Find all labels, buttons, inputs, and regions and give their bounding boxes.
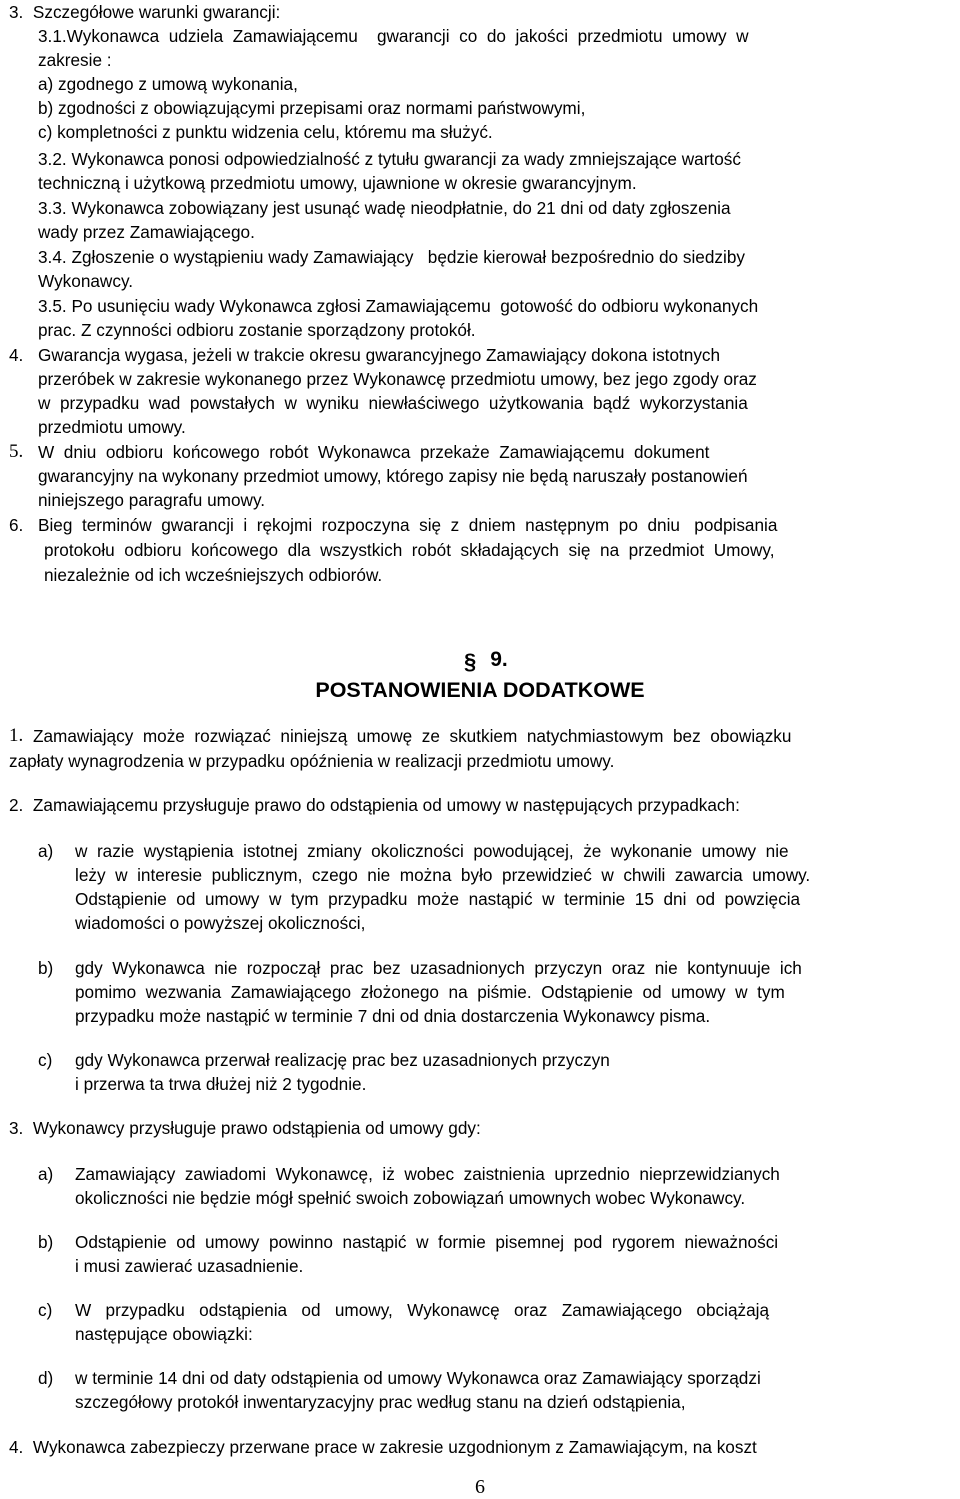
p31-line-3 — [0, 72, 960, 96]
s9p3d-text-1: w terminie 14 dni od daty odstąpienia od umowy Wykonawca oraz Zamawiający sporządzi — [75, 1368, 761, 1388]
p31-text-2: zakresie : — [38, 50, 112, 70]
p35-text-1: 3.5. Po usunięciu wady Wykonawca zgłosi Zamawiającemu gotowość do odbioru wykonanych — [38, 296, 759, 316]
p32-text-2: techniczną i użytkową przedmiotu umowy, ujawnione w okresie gwarancyjnym. — [38, 173, 637, 193]
point5-number: 5. — [9, 441, 24, 462]
point5-text-3: niniejszego paragrafu umowy. — [38, 490, 266, 510]
p32-line-1 — [0, 147, 960, 171]
p31-line-2 — [0, 48, 960, 72]
point5-text-1: W dniu odbioru końcowego robót Wykonawca przekaże Zamawiającemu dokument — [38, 442, 710, 462]
s9p2b-text-3: przypadku może nastąpić w terminie 7 dni od dnia dostarczenia Wykonawcy pisma. — [75, 1006, 711, 1026]
p35-text-2: prac. Z czynności odbioru zostanie sporządzony protokół. — [38, 320, 476, 340]
point5-line-1 — [0, 440, 960, 464]
s9p3d-line-2 — [0, 1390, 960, 1414]
point4-text-3: w przypadku wad powstałych w wyniku niewłaściwego użytkowania bądź wykorzystania — [38, 393, 748, 413]
s9p3d-line-1 — [0, 1366, 960, 1390]
s9p3a-label: a) — [38, 1164, 54, 1184]
s9p3b-line-1 — [0, 1230, 960, 1254]
s9p2-lead — [0, 793, 960, 817]
p34-line-2 — [0, 269, 960, 293]
point6-line-1 — [0, 513, 960, 537]
p33-line-2 — [0, 220, 960, 244]
point6-line-2 — [0, 538, 960, 562]
s9p2b-label: b) — [38, 958, 54, 978]
s9p2-lead-text: 2. Zamawiającemu przysługuje prawo do odstąpienia od umowy w następujących przypadkach: — [9, 795, 740, 815]
point4-text-4: przedmiotu umowy. — [38, 417, 186, 437]
point6-text-3: niezależnie od ich wcześniejszych odbiorów. — [44, 565, 383, 585]
s9p3d-label: d) — [38, 1368, 54, 1388]
s9p2b-text-1: gdy Wykonawca nie rozpoczął prac bez uzasadnionych przyczyn oraz nie kontynuuje ich — [75, 958, 802, 978]
p33-text-2: wady przez Zamawiającego. — [38, 222, 255, 242]
s9p1-line-2 — [0, 749, 960, 773]
s9p1-line-1 — [0, 724, 960, 748]
s9p2a-text-4: wiadomości o powyższej okoliczności, — [75, 913, 366, 933]
p31-text-3: a) zgodnego z umową wykonania, — [38, 74, 298, 94]
point4-text-1: Gwarancja wygasa, jeżeli w trakcie okresu gwarancyjnego Zamawiający dokona istotnych — [38, 345, 721, 365]
point4-line-2 — [0, 367, 960, 391]
p32-text-1: 3.2. Wykonawca ponosi odpowiedzialność z tytułu gwarancji za wady zmniejszające wartość — [38, 149, 741, 169]
p35-line-1 — [0, 294, 960, 318]
p33-text-1: 3.3. Wykonawca zobowiązany jest usunąć wadę nieodpłatnie, do 21 dni od daty zgłoszenia — [38, 198, 731, 218]
s9p3a-line-2 — [0, 1186, 960, 1210]
section-3-title-text: 3. Szczegółowe warunki gwarancji: — [9, 2, 281, 22]
point4-line-3 — [0, 391, 960, 415]
s9p2a-text-2: leży w interesie publicznym, czego nie można było przewidzieć w chwili zawarcia umowy. — [75, 865, 811, 885]
point5-line-3 — [0, 488, 960, 512]
s9p3a-text-2: okoliczności nie będzie mógł spełnić swoich zobowiązań umownych wobec Wykonawcy. — [75, 1188, 746, 1208]
p33-line-1 — [0, 196, 960, 220]
s9p2c-label: c) — [38, 1050, 53, 1070]
p34-line-1 — [0, 245, 960, 269]
s9p2b-line-2 — [0, 980, 960, 1004]
svg-text:§: § — [464, 649, 477, 674]
s9p2a-label: a) — [38, 841, 54, 861]
point6-line-3 — [0, 563, 960, 587]
s9p3a-text-1: Zamawiający zawiadomi Wykonawcę, iż wobec zaistnienia uprzednio nieprzewidzianych — [75, 1164, 780, 1184]
s9p3c-line-2 — [0, 1322, 960, 1346]
s9p2b-line-1 — [0, 956, 960, 980]
s9p3c-text-2: następujące obowiązki: — [75, 1324, 253, 1344]
p31-text-1: 3.1.Wykonawca udziela Zamawiającemu gwarancji co do jakości przedmiotu umowy w — [38, 26, 749, 46]
s9p3b-text-2: i musi zawierać uzasadnienie. — [75, 1256, 304, 1276]
point4-line-1 — [0, 343, 960, 367]
s9p3-lead-text: 3. Wykonawcy przysługuje prawo odstąpienia od umowy gdy: — [9, 1118, 481, 1138]
s9p3d-text-2: szczegółowy protokół inwentaryzacyjny prac według stanu na dzień odstąpienia, — [75, 1392, 686, 1412]
point4-line-4 — [0, 415, 960, 439]
s9p4-lead-text: 4. Wykonawca zabezpieczy przerwane prace w zakresie uzgodnionym z Zamawiającym, na koszt — [9, 1437, 757, 1457]
page-number: 6 — [475, 1476, 485, 1498]
s9p3c-line-1 — [0, 1298, 960, 1322]
s9p2a-line-1 — [0, 839, 960, 863]
s9p1-number: 1. — [9, 725, 24, 746]
s9p3b-line-2 — [0, 1254, 960, 1278]
s9p2c-line-2 — [0, 1072, 960, 1096]
s9p2a-text-3: Odstąpienie od umowy w tym przypadku może nastąpić w terminie 15 dni od powzięcia — [75, 889, 801, 909]
s9p2a-line-2 — [0, 863, 960, 887]
p34-text-1: 3.4. Zgłoszenie o wystąpieniu wady Zamawiający będzie kierował bezpośrednio do siedziby — [38, 247, 745, 267]
section-9-number — [0, 647, 960, 673]
s9p2c-line-1 — [0, 1048, 960, 1072]
section-3-title — [0, 0, 960, 24]
s9p1-text-2: zapłaty wynagrodzenia w przypadku opóźnienia w realizacji przedmiotu umowy. — [9, 751, 615, 771]
p31-line-4 — [0, 96, 960, 120]
s9p2c-text-2: i przerwa ta trwa dłużej niż 2 tygodnie. — [75, 1074, 367, 1094]
s9p2b-text-2: pomimo wezwania Zamawiającego złożonego na piśmie. Odstąpienie od umowy w tym — [75, 982, 785, 1002]
point6-text-2: protokołu odbioru końcowego dla wszystkich robót składających się na przedmiot Umowy, — [44, 540, 775, 560]
s9p3a-line-1 — [0, 1162, 960, 1186]
point6-text-1: Bieg terminów gwarancji i rękojmi rozpoczyna się z dniem następnym po dniu podpisania — [38, 515, 778, 535]
s9p3c-text-1: W przypadku odstąpienia od umowy, Wykonawcę oraz Zamawiającego obciążają — [75, 1300, 770, 1320]
p31-text-5: c) kompletności z punktu widzenia celu, któremu ma służyć. — [38, 122, 493, 142]
point5-text-2: gwarancyjny na wykonany przedmiot umowy, którego zapisy nie będą naruszały postanowień — [38, 466, 748, 486]
s9p2a-line-3 — [0, 887, 960, 911]
p32-line-2 — [0, 171, 960, 195]
section-9-title: POSTANOWIENIA DODATKOWE — [315, 678, 645, 702]
p31-text-4: b) zgodności z obowiązującymi przepisami oraz normami państwowymi, — [38, 98, 586, 118]
s9p2b-line-3 — [0, 1004, 960, 1028]
point6-number: 6. — [9, 515, 24, 535]
point4-number: 4. — [9, 345, 24, 365]
s9p3b-label: b) — [38, 1232, 54, 1252]
s9p4-lead — [0, 1435, 960, 1459]
p31-line-1 — [0, 24, 960, 48]
s9p3-lead — [0, 1116, 960, 1140]
point4-text-2: przeróbek w zakresie wykonanego przez Wykonawcę przedmiotu umowy, bez jego zgody oraz — [38, 369, 757, 389]
section-9-number-text: 9. — [490, 648, 508, 671]
p34-text-2: Wykonawcy. — [38, 271, 134, 291]
point5-line-2 — [0, 464, 960, 488]
s9p2c-text-1: gdy Wykonawca przerwał realizację prac bez uzasadnionych przyczyn — [75, 1050, 610, 1070]
p31-line-5 — [0, 120, 960, 144]
s9p2a-line-4 — [0, 911, 960, 935]
p35-line-2 — [0, 318, 960, 342]
s9p2a-text-1: w razie wystąpienia istotnej zmiany okoliczności powodującej, że wykonanie umowy nie — [75, 841, 789, 861]
s9p3c-label: c) — [38, 1300, 53, 1320]
s9p1-text-1: Zamawiający może rozwiązać niniejszą umowę ze skutkiem natychmiastowym bez obowiązku — [33, 726, 792, 746]
s9p3b-text-1: Odstąpienie od umowy powinno nastąpić w formie pisemnej pod rygorem nieważności — [75, 1232, 779, 1252]
